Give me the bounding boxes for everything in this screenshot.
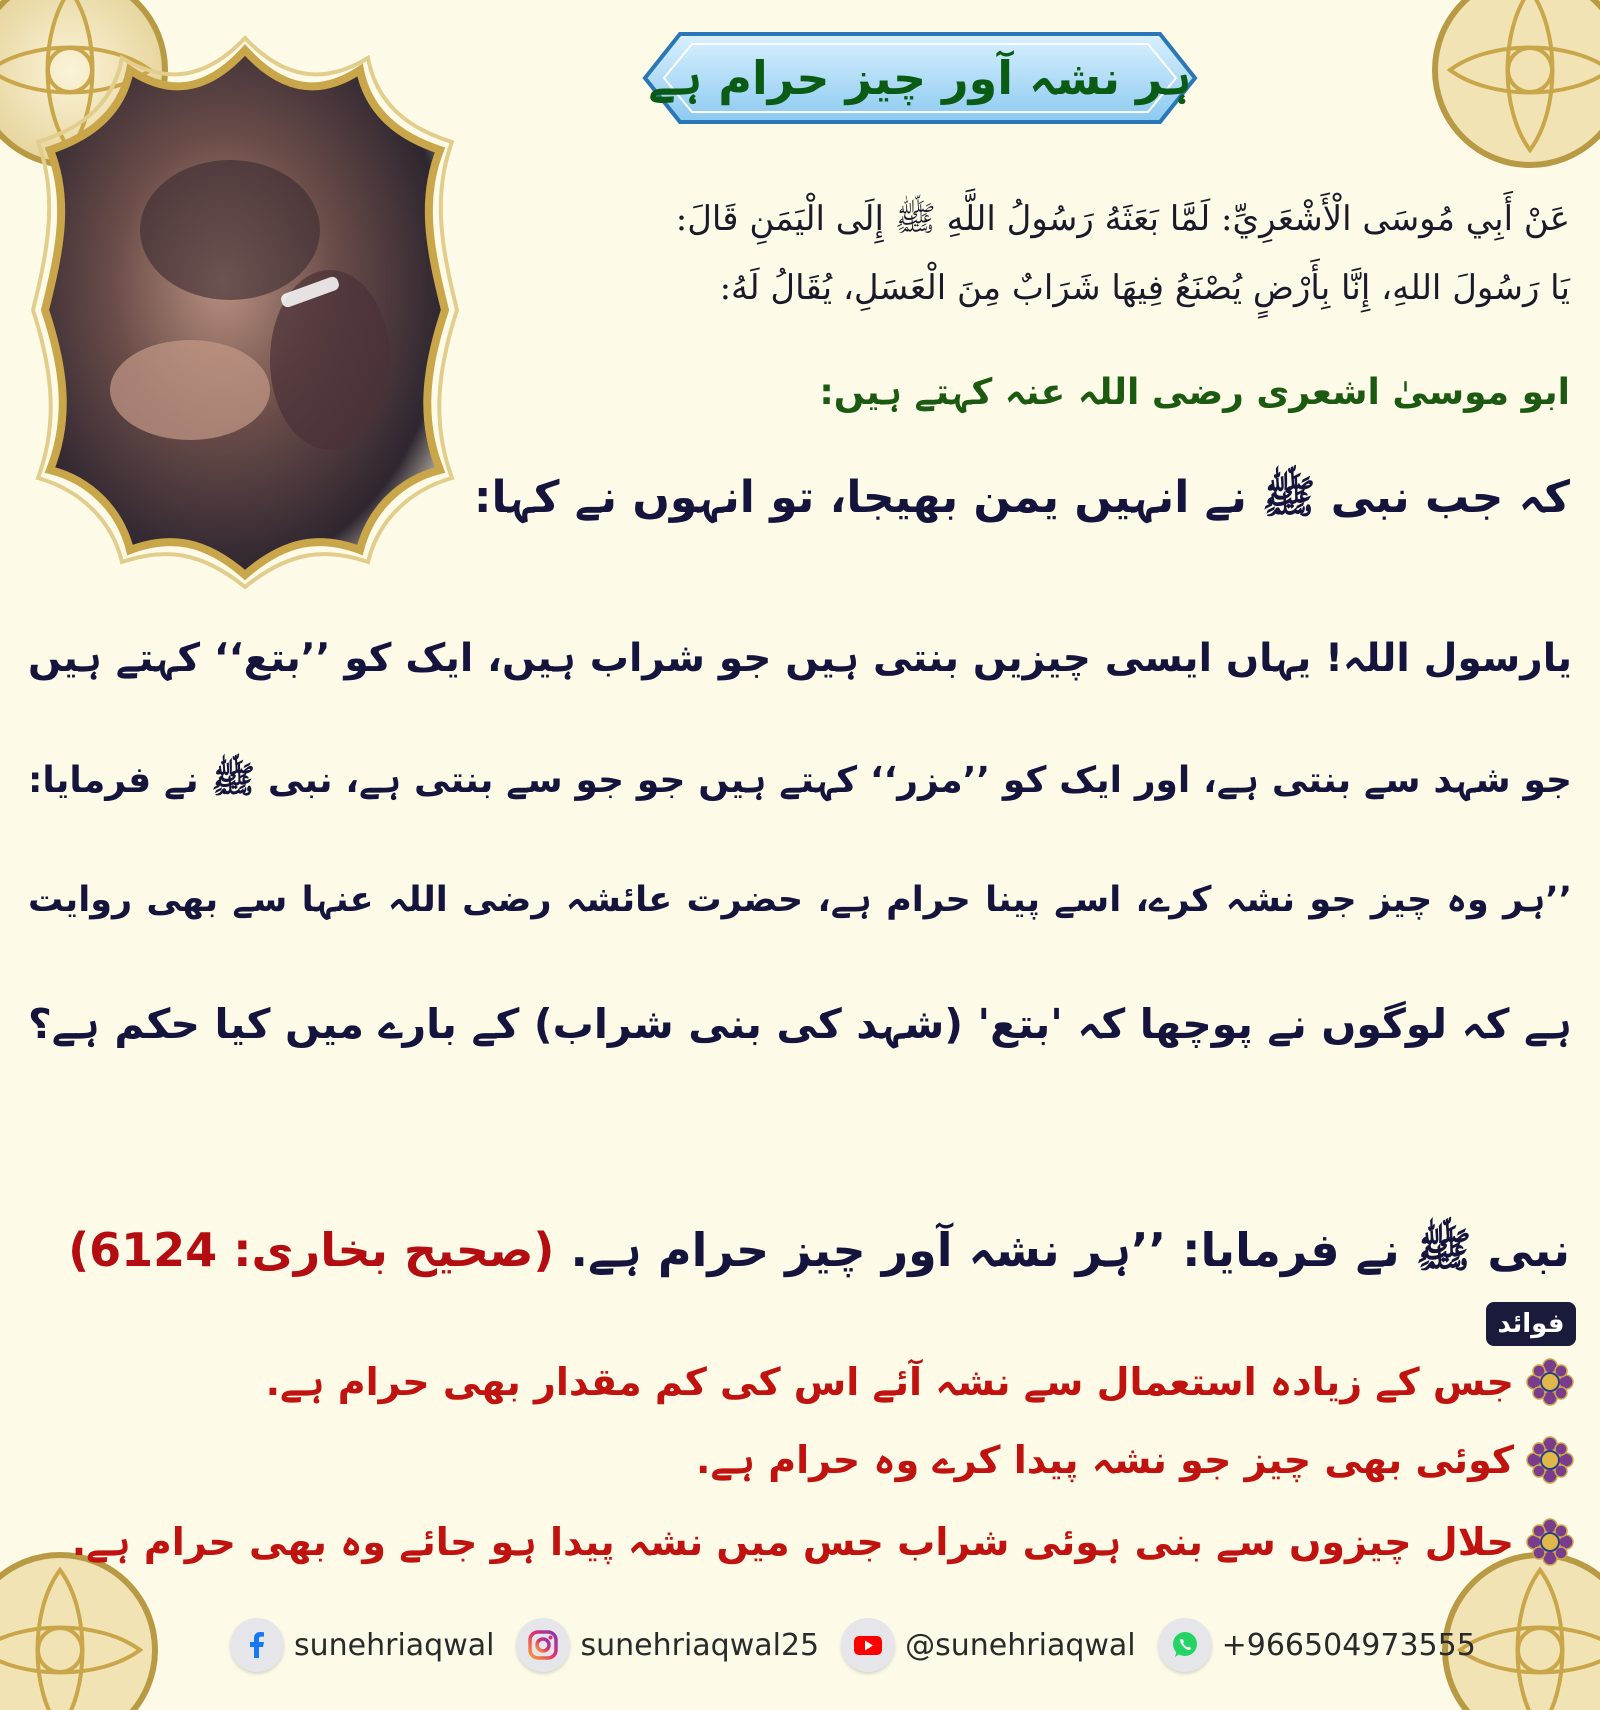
- flower-bullet-icon: [1524, 1356, 1576, 1408]
- instagram-handle: sunehriaqwal25: [580, 1627, 820, 1663]
- benefit-text: حلال چیزوں سے بنی ہوئی شراب جس میں نشہ پیدا ہو جائے وہ بھی حرام ہے.: [71, 1520, 1514, 1564]
- instagram-link[interactable]: [516, 1618, 819, 1672]
- whatsapp-icon: [1158, 1618, 1212, 1672]
- youtube-handle: @sunehriaqwal: [905, 1627, 1136, 1663]
- benefit-text: کوئی بھی چیز جو نشہ پیدا کرے وہ حرام ہے.: [696, 1438, 1514, 1482]
- whatsapp-link[interactable]: [1158, 1618, 1476, 1672]
- benefit-text: جس کے زیادہ استعمال سے نشہ آئے اس کی کم مقدار بھی حرام ہے.: [265, 1360, 1514, 1404]
- conclusion-text: نبی ﷺ نے فرمایا: ’’ہر نشہ آور چیز حرام ہے.: [570, 1223, 1570, 1277]
- page-title: ہر نشہ آور چیز حرام ہے: [648, 51, 1192, 105]
- urdu-body-line-4: ہے کہ لوگوں نے پوچھا کہ 'بتع' (شہد کی بنی شراب) کے بارے میں کیا حکم ہے؟: [28, 1000, 1572, 1048]
- urdu-intro-line: کہ جب نبی ﷺ نے انہیں یمن بھیجا، تو انہوں نے کہا:: [473, 472, 1570, 523]
- corner-ornament-bottom-left: [0, 1550, 160, 1710]
- whatsapp-number: +966504973555: [1221, 1627, 1476, 1663]
- facebook-handle: sunehriaqwal: [294, 1627, 495, 1663]
- conclusion-line: [26, 1222, 1570, 1289]
- youtube-icon: [841, 1618, 895, 1672]
- benefits-badge: فوائد: [1486, 1302, 1576, 1346]
- youtube-link[interactable]: [841, 1618, 1135, 1672]
- social-footer: [230, 1615, 1476, 1675]
- flower-bullet-icon: [1524, 1434, 1576, 1486]
- title-banner: [640, 28, 1200, 128]
- corner-ornament-top-right: [1430, 0, 1600, 170]
- facebook-icon: [230, 1618, 284, 1672]
- narrator-heading: ابو موسیٰ اشعری رضی اللہ عنہ کہتے ہیں:: [819, 372, 1570, 413]
- facebook-link[interactable]: [230, 1618, 494, 1672]
- illustration-photo-frame: [30, 30, 460, 590]
- hadith-arabic-line-1: عَنْ أَبِي مُوسَى الْأَشْعَرِيِّ: لَمَّا بَعَثَهُ رَسُولُ اللَّهِ ﷺ إِلَى الْيَمَنِ قَالَ:: [675, 199, 1570, 239]
- benefit-item: [16, 1512, 1576, 1572]
- hadith-arabic-line-2: يَا رَسُولَ اللهِ، إِنَّا بِأَرْضٍ يُصْنَعُ فِيهَا شَرَابٌ مِنَ الْعَسَلِ، يُقَالُ لَهُ:: [719, 268, 1570, 308]
- flower-bullet-icon: [1524, 1516, 1576, 1568]
- urdu-body-line-3: ’’ہر وہ چیز جو نشہ کرے، اسے پینا حرام ہے، حضرت عائشہ رضی اللہ عنہا سے بھی روایت: [28, 880, 1572, 920]
- urdu-body-line-2: جو شہد سے بنتی ہے، اور ایک کو ’’مزر‘‘ کہتے ہیں جو جو سے بنتی ہے، نبی ﷺ نے فرمایا:: [28, 760, 1572, 801]
- benefit-item: [16, 1352, 1576, 1412]
- urdu-body-line-1: یارسول اللہ! یہاں ایسی چیزیں بنتی ہیں جو شراب ہیں، ایک کو ’’بتع‘‘ کہتے ہیں: [28, 636, 1572, 681]
- benefit-item: [16, 1430, 1576, 1490]
- instagram-icon: [516, 1618, 570, 1672]
- hadith-reference: (صحیح بخاری: 6124): [68, 1223, 555, 1277]
